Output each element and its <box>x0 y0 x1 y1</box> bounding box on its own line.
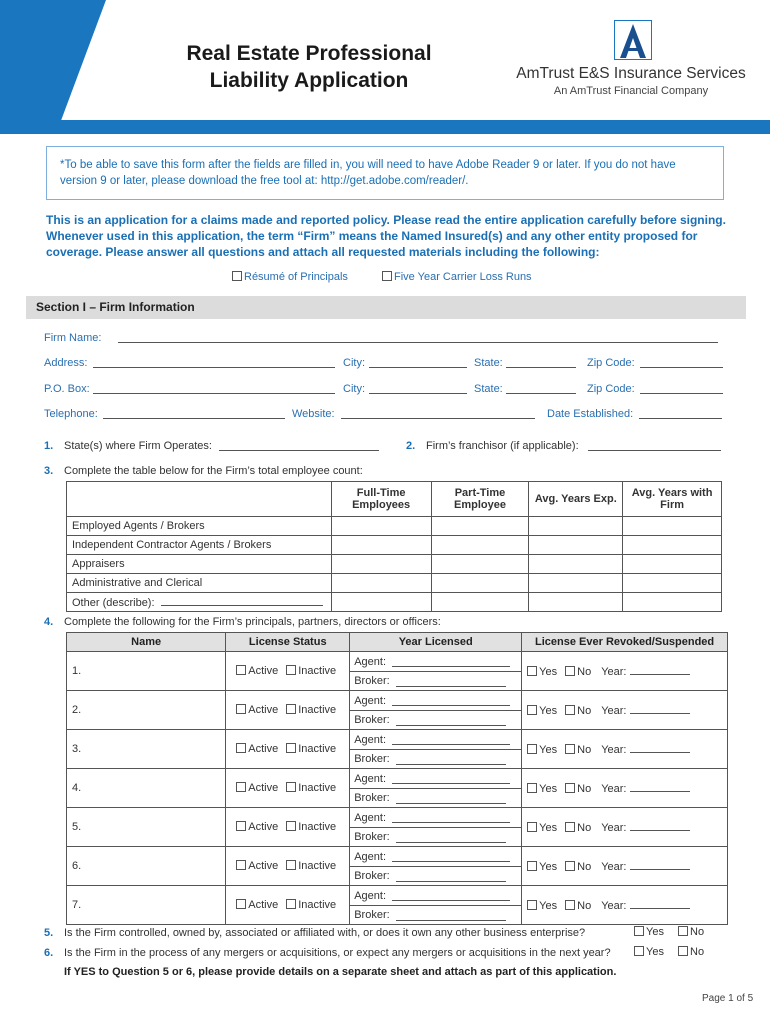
revoked-yes-checkbox[interactable] <box>527 861 537 871</box>
broker-year-field[interactable] <box>396 754 506 765</box>
q6-text: Is the Firm in the process of any mergers or acquisitions, or expect any mergers or acquisitions in the next year? <box>64 947 611 959</box>
table-row: 1. Active Inactive Agent: Broker: Yes No Year: <box>67 652 728 691</box>
inactive-checkbox[interactable] <box>286 821 296 831</box>
state-label: State: <box>474 357 503 369</box>
revoked-no-checkbox[interactable] <box>565 822 575 832</box>
revoked-yes-checkbox[interactable] <box>527 744 537 754</box>
checkbox[interactable] <box>382 271 392 281</box>
q2-text: Firm’s franchisor (if applicable): <box>426 440 579 452</box>
q5-number: 5. <box>44 927 54 939</box>
agent-year-field[interactable] <box>392 734 510 745</box>
inactive-checkbox[interactable] <box>286 704 296 714</box>
q1-text: State(s) where Firm Operates: <box>64 440 212 452</box>
revoked-year-field[interactable] <box>630 743 690 753</box>
agent-year-field[interactable] <box>392 695 510 706</box>
address-field[interactable] <box>93 357 335 368</box>
checkbox[interactable] <box>232 271 242 281</box>
col-avg-years-firm: Avg. Years with Firm <box>623 482 722 517</box>
agent-year-field[interactable] <box>392 851 510 862</box>
broker-year-field[interactable] <box>396 871 506 882</box>
table-row: Other (describe): <box>67 593 722 612</box>
header-bar <box>0 120 770 134</box>
attachment-resume[interactable]: Résumé of Principals <box>232 271 348 283</box>
q6-number: 6. <box>44 947 54 959</box>
active-checkbox[interactable] <box>236 821 246 831</box>
table-row: 5. Active Inactive Agent: Broker: Yes No Year: <box>67 808 728 847</box>
po-zip-label: Zip Code: <box>587 383 635 395</box>
broker-year-field[interactable] <box>396 910 506 921</box>
q1-number: 1. <box>44 440 54 452</box>
brand-subtitle: An AmTrust Financial Company <box>553 85 709 97</box>
inactive-checkbox[interactable] <box>286 899 296 909</box>
q6-yes[interactable]: Yes <box>634 946 664 958</box>
amtrust-logo-icon <box>614 20 652 60</box>
revoked-year-field[interactable] <box>630 860 690 870</box>
adobe-notice: *To be able to save this form after the fields are filled in, you will need to have Adobe Reader 9 or later. If you do not have version 9 or later, please download the free tool at: http://get.adobe.com/reader/. <box>46 146 724 200</box>
zip-field[interactable] <box>640 357 723 368</box>
po-city-label: City: <box>343 383 365 395</box>
po-box-field[interactable] <box>93 383 335 394</box>
firm-name-field[interactable] <box>118 332 718 343</box>
telephone-field[interactable] <box>103 408 285 419</box>
brand-name: AmTrust E&S Insurance Services <box>516 65 746 82</box>
revoked-no-checkbox[interactable] <box>565 900 575 910</box>
inactive-checkbox[interactable] <box>286 665 296 675</box>
employee-count-table <box>66 481 722 612</box>
other-describe-field[interactable] <box>161 596 323 606</box>
revoked-year-field[interactable] <box>630 782 690 792</box>
table-row: Independent Contractor Agents / Brokers <box>67 536 722 555</box>
col-license-status: License Status <box>226 633 350 652</box>
inactive-checkbox[interactable] <box>286 782 296 792</box>
po-box-label: P.O. Box: <box>44 383 90 395</box>
checkbox[interactable] <box>678 926 688 936</box>
col-part-time: Part-Time Employee <box>431 482 529 517</box>
q4-text: Complete the following for the Firm’s principals, partners, directors or officers: <box>64 616 441 628</box>
table-row: 6. Active Inactive Agent: Broker: Yes No Year: <box>67 847 728 886</box>
revoked-yes-checkbox[interactable] <box>527 705 537 715</box>
q1-field[interactable] <box>219 440 379 451</box>
revoked-no-checkbox[interactable] <box>565 666 575 676</box>
date-established-label: Date Established: <box>547 408 634 420</box>
telephone-label: Telephone: <box>44 408 98 420</box>
q6-no[interactable]: No <box>678 946 704 958</box>
table-row: 7. Active Inactive Agent: Broker: Yes No Year: <box>67 886 728 925</box>
principal-name-cell[interactable]: 2. <box>67 691 226 730</box>
intro-text: This is an application for a claims made and reported policy. Please read the entire application carefully before signing. Whenever used in this application, the term “Firm” means the Named Insured(s) and any other entity proposed for coverage. Please answer all questions and attach all requested materials including the following: <box>46 213 726 259</box>
agent-year-field[interactable] <box>392 656 510 667</box>
revoked-no-checkbox[interactable] <box>565 861 575 871</box>
table-row: 3. Active Inactive Agent: Broker: Yes No Year: <box>67 730 728 769</box>
active-checkbox[interactable] <box>236 860 246 870</box>
q2-field[interactable] <box>588 440 721 451</box>
q5-text: Is the Firm controlled, owned by, associated or affiliated with, or does it own any other business enterprise? <box>64 927 586 939</box>
active-checkbox[interactable] <box>236 743 246 753</box>
city-label: City: <box>343 357 365 369</box>
active-checkbox[interactable] <box>236 704 246 714</box>
q4-number: 4. <box>44 616 54 628</box>
q3-number: 3. <box>44 465 54 477</box>
corner-accent <box>0 0 110 134</box>
table-row: Appraisers <box>67 555 722 574</box>
agent-year-field[interactable] <box>392 890 510 901</box>
agent-year-field[interactable] <box>392 812 510 823</box>
col-license-revoked: License Ever Revoked/Suspended <box>522 633 728 652</box>
checkbox[interactable] <box>634 946 644 956</box>
attachment-loss-runs[interactable]: Five Year Carrier Loss Runs <box>382 271 532 283</box>
state-field[interactable] <box>506 357 576 368</box>
revoked-yes-checkbox[interactable] <box>527 822 537 832</box>
city-field[interactable] <box>369 357 467 368</box>
q5-no[interactable]: No <box>678 926 704 938</box>
revoked-year-field[interactable] <box>630 665 690 675</box>
page-number: Page 1 of 5 <box>702 993 754 1004</box>
firm-name-label: Firm Name: <box>44 332 102 344</box>
revoked-year-field[interactable] <box>630 704 690 714</box>
broker-year-field[interactable] <box>396 715 506 726</box>
revoked-year-field[interactable] <box>630 821 690 831</box>
revoked-yes-checkbox[interactable] <box>527 900 537 910</box>
principal-name-cell[interactable]: 4. <box>67 769 226 808</box>
zip-label: Zip Code: <box>587 357 635 369</box>
website-label: Website: <box>292 408 335 420</box>
broker-year-field[interactable] <box>396 832 506 843</box>
active-checkbox[interactable] <box>236 899 246 909</box>
principals-table <box>66 632 728 925</box>
table-row: Employed Agents / Brokers <box>67 517 722 536</box>
principal-name-cell[interactable]: 5. <box>67 808 226 847</box>
agent-year-field[interactable] <box>392 773 510 784</box>
table-row: 2. Active Inactive Agent: Broker: Yes No Year: <box>67 691 728 730</box>
yes-note: If YES to Question 5 or 6, please provide details on a separate sheet and attach as part of this application. <box>64 966 617 978</box>
revoked-no-checkbox[interactable] <box>565 783 575 793</box>
principal-name-cell[interactable]: 6. <box>67 847 226 886</box>
broker-year-field[interactable] <box>396 676 506 687</box>
po-zip-field[interactable] <box>640 383 723 394</box>
q3-text: Complete the table below for the Firm’s total employee count: <box>64 465 363 477</box>
po-city-field[interactable] <box>369 383 467 394</box>
date-established-field[interactable] <box>639 408 722 419</box>
col-name: Name <box>67 633 226 652</box>
po-state-label: State: <box>474 383 503 395</box>
checkbox[interactable] <box>678 946 688 956</box>
q5-yes[interactable]: Yes <box>634 926 664 938</box>
revoked-yes-checkbox[interactable] <box>527 783 537 793</box>
section-1-header: Section I – Firm Information <box>26 296 746 319</box>
revoked-yes-checkbox[interactable] <box>527 666 537 676</box>
active-checkbox[interactable] <box>236 665 246 675</box>
col-year-licensed: Year Licensed <box>350 633 522 652</box>
principal-name-cell[interactable]: 3. <box>67 730 226 769</box>
revoked-no-checkbox[interactable] <box>565 705 575 715</box>
inactive-checkbox[interactable] <box>286 743 296 753</box>
checkbox[interactable] <box>634 926 644 936</box>
q2-number: 2. <box>406 440 416 452</box>
address-label: Address: <box>44 357 88 369</box>
website-field[interactable] <box>341 408 535 419</box>
broker-year-field[interactable] <box>396 793 506 804</box>
po-state-field[interactable] <box>506 383 576 394</box>
principal-name-cell[interactable]: 7. <box>67 886 226 925</box>
revoked-no-checkbox[interactable] <box>565 744 575 754</box>
revoked-year-field[interactable] <box>630 899 690 909</box>
inactive-checkbox[interactable] <box>286 860 296 870</box>
principal-name-cell[interactable]: 1. <box>67 652 226 691</box>
page-title: Real Estate Professional Liability Application <box>186 42 432 92</box>
table-row: Administrative and Clerical <box>67 574 722 593</box>
table-row: 4. Active Inactive Agent: Broker: Yes No Year: <box>67 769 728 808</box>
col-avg-exp: Avg. Years Exp. <box>529 482 623 517</box>
active-checkbox[interactable] <box>236 782 246 792</box>
col-full-time: Full-Time Employees <box>331 482 431 517</box>
